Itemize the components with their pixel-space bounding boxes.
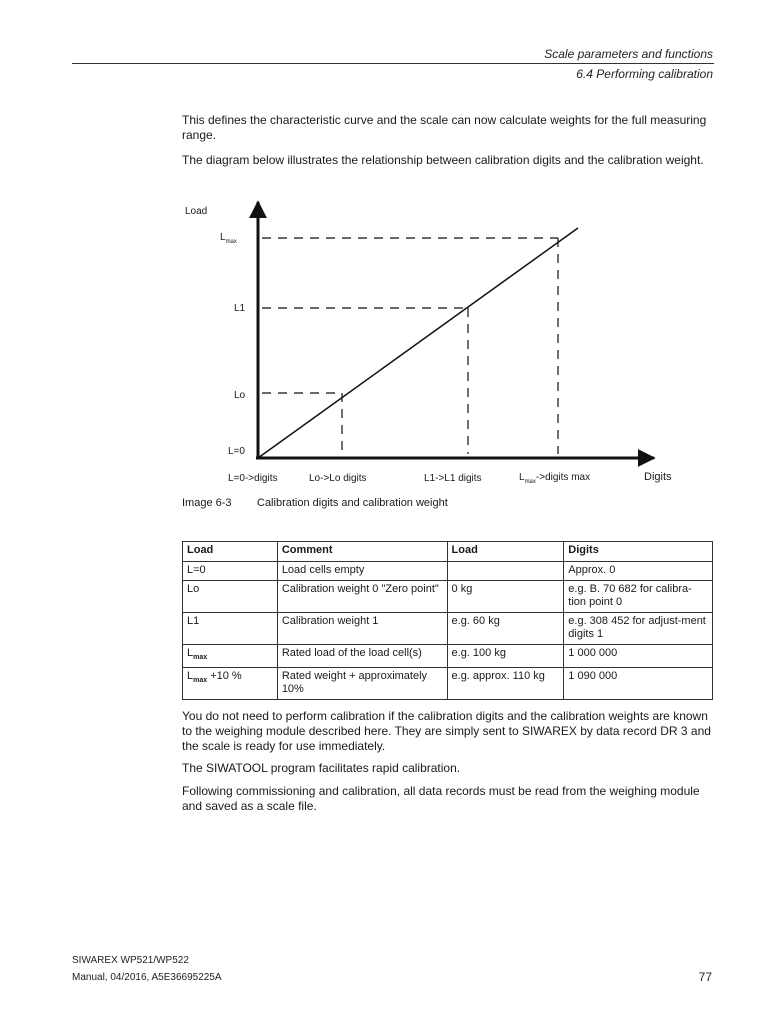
cell-load: L=0 (183, 562, 278, 581)
x-tick-lo: Lo->Lo digits (309, 473, 367, 484)
cell-load: $L_{max}$ (183, 645, 278, 668)
table-row (183, 562, 713, 581)
cell-load-value: e.g. 60 kg (447, 613, 564, 645)
column-header-digits: Digits (564, 542, 713, 562)
y-tick-l0: L=0 (228, 446, 245, 457)
footer-product-name: SIWAREX WP521/WP522 (72, 955, 189, 966)
table-row (183, 613, 713, 645)
table-row (183, 645, 713, 668)
column-header-comment: Comment (277, 542, 447, 562)
cell-load-value (447, 562, 564, 581)
cell-load-value: e.g. approx. 110 kg (447, 668, 564, 700)
paragraph-calibration-not-needed: You do not need to perform calibration if the calibration digits and the calibration weights are known to the weighing module described here. They are simply sent to SIWAREX by data record DR 3 and the scale is ready for use immediately. (182, 709, 711, 753)
y-tick-l1: L1 (234, 303, 246, 314)
table-row (183, 581, 713, 613)
y-tick-lo: Lo (234, 390, 246, 401)
cell-comment: Calibration weight 1 (277, 613, 447, 645)
paragraph-siwatool: The SIWATOOL program facilitates rapid calibration. (182, 761, 461, 775)
cell-comment: Rated load of the load cell(s) (277, 645, 447, 668)
page-number: 77 (698, 970, 712, 984)
footer-manual-info: Manual, 04/2016, A5E36695225A (72, 972, 222, 983)
cell-comment: Rated weight + approximately 10% (277, 668, 447, 700)
y-tick-lmax: $L_{max}$ (220, 232, 237, 245)
table-header-row (183, 542, 713, 562)
figure-caption-text: Calibration digits and calibration weight (257, 497, 448, 509)
x-tick-l1: L1->L1 digits (424, 473, 482, 484)
cell-load: $L_{max} +10$ % (183, 668, 278, 700)
paragraph-diagram-intro: The diagram below illustrates the relationship between calibration digits and the calibration weight. (182, 153, 704, 167)
figure-caption-number: Image 6-3 (182, 497, 232, 509)
cell-load-value: e.g. 100 kg (447, 645, 564, 668)
cell-digits: e.g. B. 70 682 for calibra-tion point 0 (564, 581, 713, 613)
paragraph-save-scale-file: Following commissioning and calibration, all data records must be read from the weighing module and saved as a scale file. (182, 784, 700, 813)
cell-load: Lo (183, 581, 278, 613)
y-axis-label: Load (185, 206, 208, 217)
calibration-table (182, 541, 713, 700)
header-subsection-title: 6.4 Performing calibration (576, 67, 713, 81)
calibration-diagram (170, 196, 690, 496)
column-header-load-value: Load (447, 542, 564, 562)
cell-digits: Approx. 0 (564, 562, 713, 581)
cell-load-value: 0 kg (447, 581, 564, 613)
paragraph-characteristic-curve: This defines the characteristic curve and the scale can now calculate weights for the full measuring range. (182, 113, 707, 142)
characteristic-curve (258, 228, 578, 458)
header-section-title: Scale parameters and functions (544, 47, 713, 61)
cell-comment: Load cells empty (277, 562, 447, 581)
x-axis-label: Digits (644, 471, 672, 483)
header-rule (72, 63, 714, 64)
x-tick-l0: L=0->digits (228, 473, 278, 484)
table-row (183, 668, 713, 700)
cell-comment: Calibration weight 0 "Zero point" (277, 581, 447, 613)
cell-digits: 1 000 000 (564, 645, 713, 668)
cell-digits: 1 090 000 (564, 668, 713, 700)
x-tick-lmax: $L_{max}->digits$ max (519, 472, 591, 485)
column-header-load: Load (183, 542, 278, 562)
cell-digits: e.g. 308 452 for adjust-ment digits 1 (564, 613, 713, 645)
cell-load: L1 (183, 613, 278, 645)
